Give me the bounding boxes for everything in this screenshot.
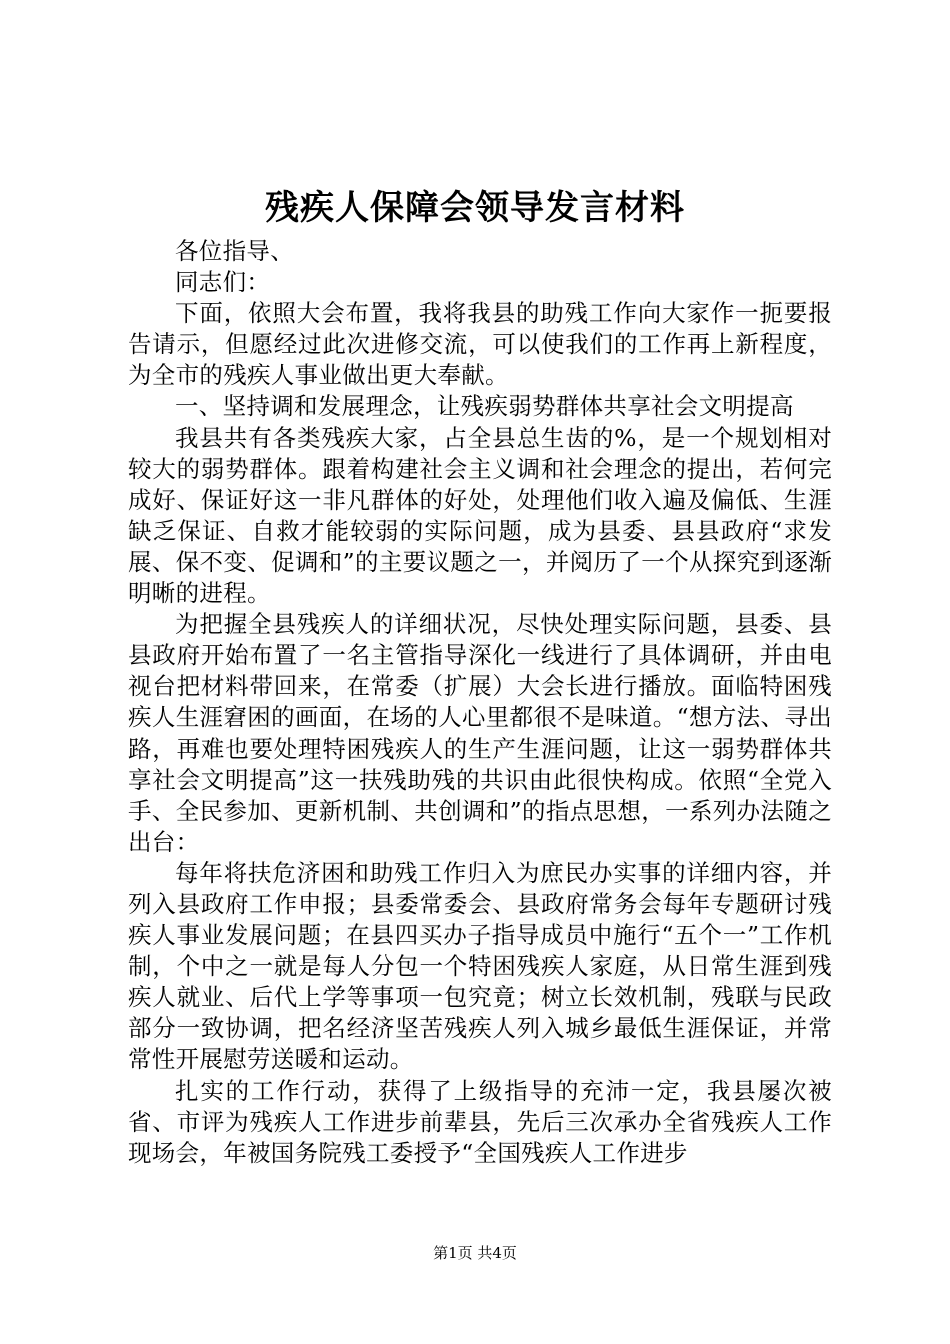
body-paragraph: 扎实的工作行动，获得了上级指导的充沛一定，我县屡次被省、市评为残疾人工作进步前辈县，先后三次承办全省残疾人工作现场会，年被国务院残工委授予“全国残疾人工作进步 [128, 1076, 832, 1167]
section-heading: 一、坚持调和发展理念，让残疾弱势群体共享社会文明提高 [175, 392, 794, 421]
document-body [128, 236, 832, 1169]
body-paragraph: 每年将扶危济困和助残工作归入为庶民办实事的详细内容，并列入县政府工作申报；县委常委会、县政府常务会每年专题研讨残疾人事业发展问题；在县四买办子指导成员中施行“五个一”工作机制，个中之一就是每人分包一个特困残疾人家庭，从日常生涯到残疾人就业、后代上学等事项一包究竟；树立长效机制，残联与民政部分一致协调，把名经济坚苦残疾人列入城乡最低生涯保证，并常常性开展慰劳送暖和运动。 [128, 858, 832, 1074]
salutation-line: 各位指导、 [175, 237, 294, 265]
document-title: 残疾人保障会领导发言材料 [265, 188, 685, 228]
body-paragraph: 我县共有各类残疾大家，占全县总生齿的%，是一个规划相对较大的弱势群体。跟着构建社会主义调和社会理念的提出，若何完成好、保证好这一非凡群体的好处，处理他们收入遍及偏低、生涯缺乏保证、自救才能较弱的实际问题，成为县委、县县政府“求发展、保不变、促调和”的主要议题之一，并阅历了一个从探究到逐渐明晰的进程。 [128, 423, 832, 608]
page-footer [0, 1243, 950, 1263]
salutation-line: 同志们： [175, 268, 271, 297]
body-paragraph: 为把握全县残疾人的详细状况，尽快处理实际问题，县委、县县政府开始布置了一名主管指导深化一线进行了具体调研，并由电视台把材料带回来，在常委（扩展）大会长进行播放。面临特困残疾人生涯窘困的画面，在场的人心里都很不是味道。“想方法、寻出路，再难也要处理特困残疾人的生产生涯问题，让这一弱势群体共享社会文明提高”这一扶残助残的共识由此很快构成。依照“全党入手、全民参加、更新机制、共创调和”的指点思想，一系列办法随之出台： [128, 610, 832, 856]
page-indicator: 第1页 共4页 [433, 1244, 517, 1262]
body-paragraph: 下面，依照大会布置，我将我县的助残工作向大家作一扼要报告请示，但愿经过此次进修交流，可以使我们的工作再上新程度，为全市的残疾人事业做出更大奉献。 [128, 299, 832, 390]
